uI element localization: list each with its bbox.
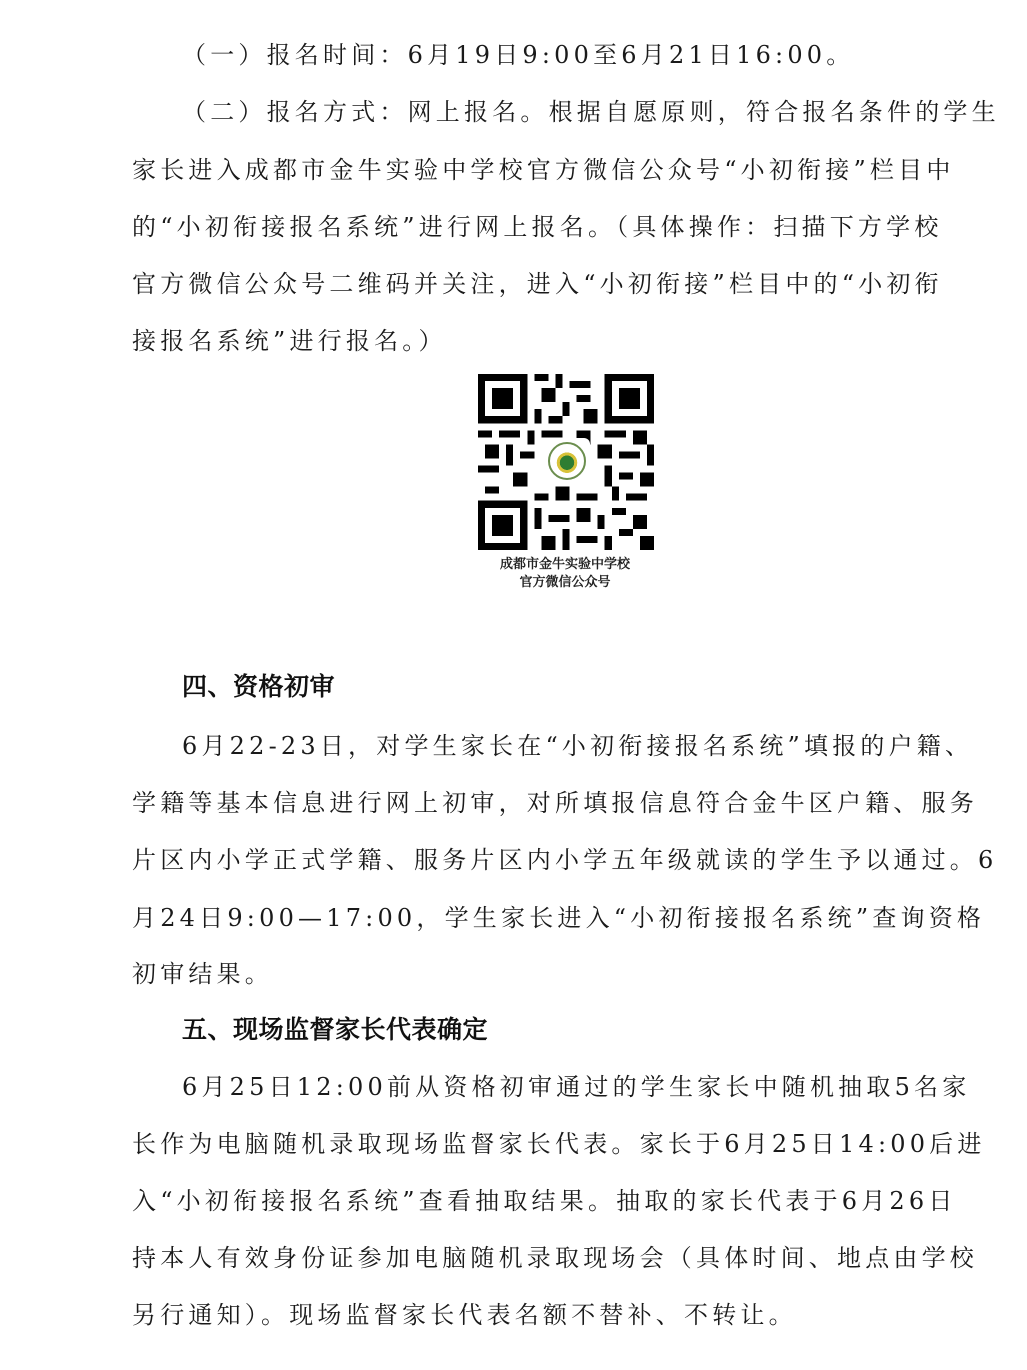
eligibility-line-5: 初审结果。 [132,960,273,988]
eligibility-line-2: 学籍等基本信息进行网上初审，对所填报信息符合金牛区户籍、服务 [132,789,978,817]
section-heading-parent-representatives: 五、现场监督家长代表确定 [182,1015,489,1044]
representatives-line-5: 另行通知）。现场监督家长代表名额不替补、不转让。 [132,1301,797,1329]
registration-method-line-1: （二）报名方式：网上报名。根据自愿原则，符合报名条件的学生 [182,98,1000,126]
school-logo [544,438,590,484]
qr-caption-account: 官方微信公众号 [519,575,611,590]
eligibility-line-3: 片区内小学正式学籍、服务片区内小学五年级就读的学生予以通过。6 [132,846,998,874]
representatives-line-2: 长作为电脑随机录取现场监督家长代表。家长于6月25日14:00后进 [132,1130,986,1158]
representatives-line-1: 6月25日12:00前从资格初审通过的学生家长中随机抽取5名家 [182,1073,971,1101]
representatives-line-3: 入“小初衔接报名系统”查看抽取结果。抽取的家长代表于6月26日 [132,1187,957,1215]
eligibility-line-1: 6月22-23日，对学生家长在“小初衔接报名系统”填报的户籍、 [182,732,974,760]
school-emblem-icon [548,442,586,480]
registration-method-line-5: 接报名系统”进行报名。） [132,327,447,355]
registration-method-line-3: 的“小初衔接报名系统”进行网上报名。（具体操作：扫描下方学校 [132,213,943,241]
registration-method-line-4: 官方微信公众号二维码并关注，进入“小初衔接”栏目中的“小初衔 [132,270,943,298]
qr-caption-school: 成都市金牛实验中学校 [499,557,630,572]
section-heading-eligibility-review: 四、资格初审 [182,672,336,701]
registration-method-line-2: 家长进入成都市金牛实验中学校官方微信公众号“小初衔接”栏目中 [132,156,955,184]
eligibility-line-4: 月24日9:00—17:00，学生家长进入“小初衔接报名系统”查询资格 [132,904,986,932]
qr-code-icon[interactable] [478,374,654,550]
registration-time: （一）报名时间：6月19日9:00至6月21日16:00。 [182,41,855,69]
representatives-line-4: 持本人有效身份证参加电脑随机录取现场会（具体时间、地点由学校 [132,1244,978,1272]
